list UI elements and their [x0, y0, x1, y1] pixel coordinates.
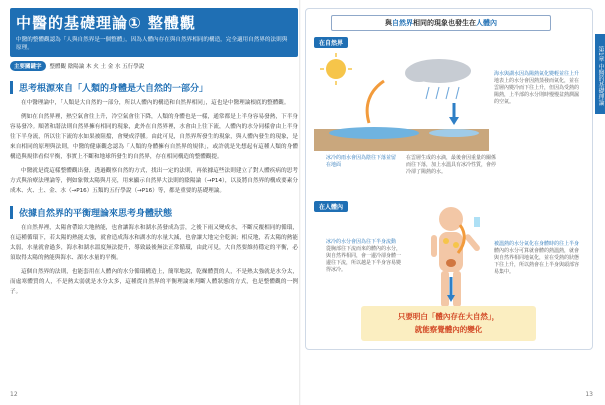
conclusion-line-2: 就能察覺體內的變化	[414, 325, 483, 334]
keyword-row	[10, 61, 298, 71]
panel-title	[331, 15, 551, 31]
caption-body-upflow-body: 體內的水分可算就會體的熱溫熱，就會與自然界相同地氣化，並在受熱的狀態下往上升，所以熱會在上半身與頭部容易集中。	[494, 248, 580, 275]
panel-title-body: 人體內	[476, 19, 497, 27]
page-number-right: 13	[585, 391, 593, 398]
paragraph-5: 這個自然界的法則，也能套用在人體內的水分循環構造上，簡單地說，乾燥體質的人，不是熱太強就是水分太，而虛寒體質的人，不是熱太弱就是水分太多，這種從自然界的平衡理論來判斷人體狀態的方式，也是整體觀的一例子。	[10, 269, 298, 295]
rain-lines	[426, 87, 459, 99]
illustration-panel	[305, 8, 593, 350]
intro-text: 中醫的整體觀認為「人與自然界是一個整體」，因為人體內存在與自然界相同的構造，完全適用自然界的法則與原理。	[16, 37, 288, 51]
human-illustration	[406, 205, 496, 315]
section-heading-1: 思考根源來自「人類的身體是大自然的一部分」	[10, 81, 298, 94]
paragraph-3: 中醫就是從這樣整體觀出發，透過觀察自然的方式，找出一定的法則，再依據這些法則建立了對人體疾病的思考方式與治療法理論等，例如象徵太陽與月亮，用來顯示自然界大法則的陰陽論（→P14），以及將自然界的構成要素分成木、火、土、金、水（→P16）五類的五行學說（→P16）等，都是重要的基礎理論。	[10, 168, 298, 194]
chapter-side-tab: 第1章 中醫的基礎理論	[595, 34, 605, 114]
panel-title-mid: 相同的現象也發生在	[413, 19, 476, 27]
caption-rain-body: 在雲層生成的水滴，最後會因重量的關係而往下落，加上水溫具有冰冷性質，會停冷卻了陽熱的水。	[406, 155, 497, 175]
caption-body-upflow-title: 被溫熱的水分氣化在身體時的往上半身	[494, 241, 580, 247]
evaporation-arrow	[367, 81, 384, 123]
head-icon	[439, 207, 463, 231]
title-box	[10, 8, 298, 57]
caption-evaporation-title: 海水與湖水因為陽熱氣化變輕並往上升	[494, 71, 580, 77]
conclusion-box	[361, 306, 536, 341]
paragraph-1: 在中醫理論中，「人類是大自然的一部分，所以人體內的構造和自然界相同」，這也是中醫理論根底的整體觀。	[21, 100, 290, 106]
section-label-nature: 在自然界	[314, 37, 348, 48]
caption-body-upflow	[494, 241, 580, 276]
page-gutter	[299, 0, 301, 405]
caption-evaporation	[494, 71, 580, 106]
section-heading-2: 依據自然界的平衡理論來思考身體狀態	[10, 206, 298, 219]
sun-icon	[326, 59, 346, 79]
keywords-list: 整體觀 陰陽論 木 火 土 金 水 五行學說	[49, 64, 145, 70]
caption-body-downflow	[326, 239, 404, 274]
caption-body-downflow-title: 冰冷的水分會因為往下半身流動	[326, 239, 397, 245]
conclusion-line-1: 只要明白「體內存在大自然」，	[397, 312, 500, 321]
section-label-body: 在人體內	[314, 201, 348, 212]
nature-illustration	[314, 51, 489, 151]
caption-body-downflow-body: 從胸部往下流而來的體內的水分，與自然界相同，會一邊冷卻身體一邊往下流，所以越是下半身容易變得冰冷。	[326, 246, 402, 273]
caption-rain: 冰冷的雨水會因為陰往下落並留在地面	[326, 155, 397, 168]
page-number-left: 12	[10, 391, 18, 398]
panel-title-pre: 與	[385, 19, 392, 27]
lake-icon	[329, 127, 419, 139]
right-page	[305, 8, 604, 400]
paragraph-4: 在自然界裡，太陽會帶給大地熱能，也會讓海水和湖水蒸發成為雲，之後下雨又變成水，不斷反覆相同的循環，在這種循環下，若太陽的熱能太強，就會造成海水和湖水的水量大減，也會讓大地完全乾涸；相反地，若太陽的熱能太弱，水量就會過多，海水和湖水溫度無法提升，導致最後無法正常循環，由此可見，大自然要維持穩定的平衡，必須取得太陽的熱能與海水、湖水水量的平衡。	[10, 225, 298, 261]
glass-icon	[474, 217, 480, 227]
keywords-label: 主要關鍵字	[10, 61, 46, 71]
panel-title-nature: 自然界	[392, 19, 413, 27]
page-title: 中醫的基礎理論① 整體觀	[16, 14, 196, 32]
paragraph-2: 例如在自然界裡，熱空氣會往上升，冷空氣會往下降，人類的身體也是一樣，通常都是上半身容易發熱，下半身容易發冷。順著和諧法則自然界擁有相同的現象，此外在自然界裡，水會由上往下流，人體內的水分同樣會由上半身往下半身流，所以往下流的水如果被阻擋，會變成浮腫。由此可見，自然界所發生的現象，與人體內發生的現象，是來自相同的原理與法則，中醫的健康觀念認為「人類的身體擁有自然界的規律」，或許就是先想起有這種人類的身體構造與規律看似平衡，事實上不斷和地球所發生的自然界，存在相同構造的整體觀提。	[10, 114, 298, 160]
left-page	[10, 8, 298, 400]
caption-evaporation-body: 地表上的水分會因熱蒸發而氣化，並在雲層內變冷而下往上升，但因為受熱的陽熱，上半部的水分則時慢慢盆熱潤濕的空氣。	[494, 78, 580, 105]
